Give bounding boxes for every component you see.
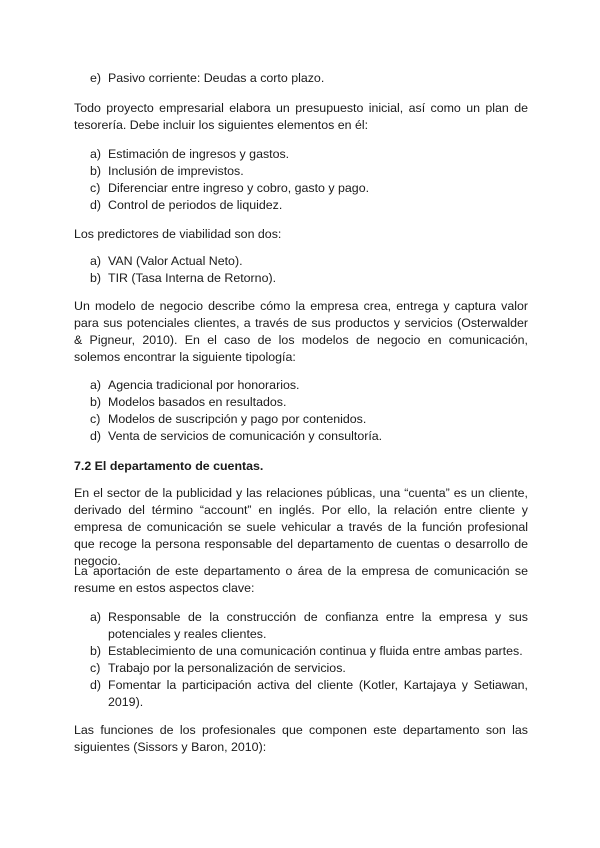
list-item: b) Inclusión de imprevistos. <box>90 164 244 178</box>
list-item: b) Establecimiento de una comunicación continua y fluida entre ambas partes. <box>90 644 523 658</box>
list-budget-elements <box>74 146 528 214</box>
list-item: d) Control de periodos de liquidez. <box>90 198 283 212</box>
paragraph-predictors: Los predictores de viabilidad son dos: <box>74 227 282 241</box>
list-item: c) Modelos de suscripción y pago por contenidos. <box>90 412 367 426</box>
paragraph-budget: Todo proyecto empresarial elabora un presupuesto inicial, así como un plan de tesorería. Debe incluir los siguientes elementos en él: <box>74 101 528 132</box>
list-item: a) VAN (Valor Actual Neto). <box>90 254 243 268</box>
list-key-aspects <box>74 609 528 711</box>
list-business-models <box>74 377 528 445</box>
list-item: c) Trabajo por la personalización de servicios. <box>90 661 346 675</box>
list-item: d) Venta de servicios de comunicación y consultoría. <box>90 429 383 443</box>
list-predictors <box>74 253 528 287</box>
list-item: b) TIR (Tasa Interna de Retorno). <box>90 271 277 285</box>
list-item: c) Diferenciar entre ingreso y cobro, gasto y pago. <box>90 181 370 195</box>
list-item: a) Responsable de la construcción de confianza entre la empresa y sus potenciales y reales clientes. <box>90 610 528 641</box>
section-heading: 7.2 El departamento de cuentas. <box>74 459 264 473</box>
list-item: a) Agencia tradicional por honorarios. <box>90 378 300 392</box>
paragraph-business-model: Un modelo de negocio describe cómo la empresa crea, entrega y captura valor para sus potenciales clientes, a través de sus productos y servicios (Osterwalder & Pigneur, 2010). En el caso de los modelos de negocio en comunicación, solemos encontrar la siguiente tipología: <box>74 299 528 364</box>
list-item: e) Pasivo corriente: Deudas a corto plazo. <box>90 71 325 85</box>
list-assets-continued <box>74 70 528 87</box>
list-item: d) Fomentar la participación activa del cliente (Kotler, Kartajaya y Setiawan, 2019). <box>90 678 528 709</box>
list-item: b) Modelos basados en resultados. <box>90 395 287 409</box>
paragraph-contribution: La aportación de este departamento o área de la empresa de comunicación se resume en estos aspectos clave: <box>74 564 528 595</box>
paragraph-functions: Las funciones de los profesionales que componen este departamento son las siguientes (Sissors y Baron, 2010): <box>74 723 528 754</box>
paragraph-accounts: En el sector de la publicidad y las relaciones públicas, una “cuenta” es un cliente, derivado del término “account” en inglés. Por ello, la relación entre cliente y empresa de comunicación se suele vehicular a través de la función profesional que recoge la persona responsable del departamento de cuentas o desarrollo de negocio. <box>74 486 528 568</box>
list-item: a) Estimación de ingresos y gastos. <box>90 147 290 161</box>
